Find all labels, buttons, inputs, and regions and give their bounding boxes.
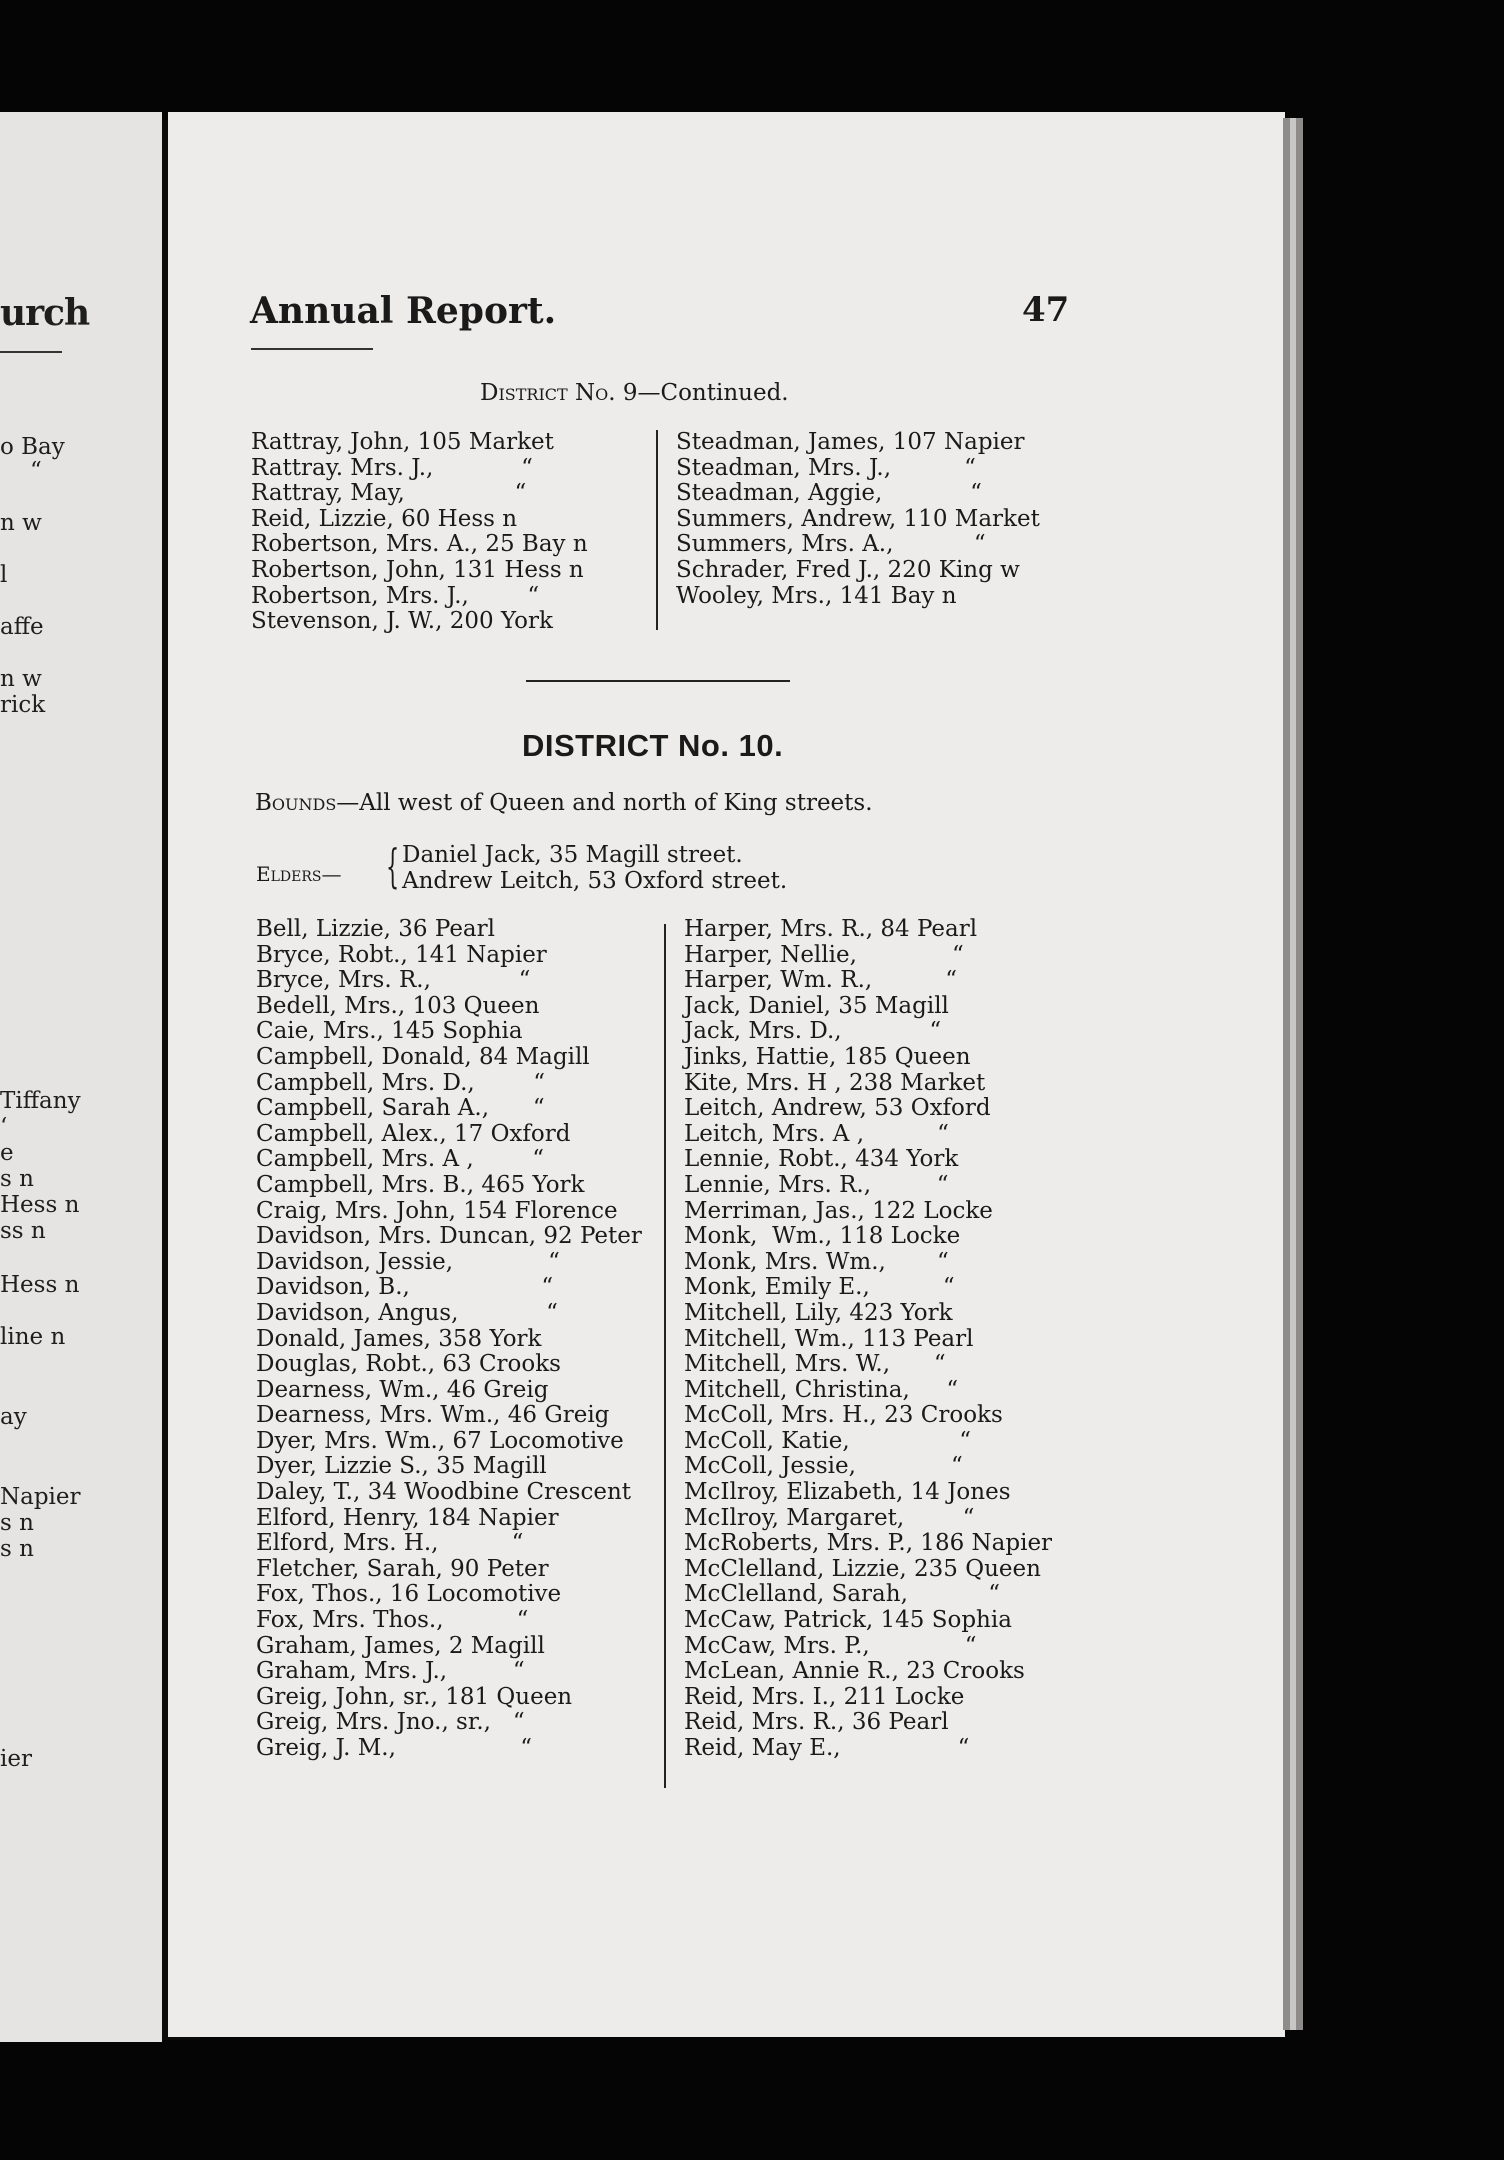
member-entry: McRoberts, Mrs. P., 186 Napier: [684, 1530, 1053, 1557]
page-number: 47: [1022, 290, 1070, 330]
district-10-right-column: [684, 917, 1052, 1762]
left-fragment: s n: [0, 1166, 34, 1192]
left-fragment: e: [0, 1140, 14, 1166]
member-entry: Rattray. Mrs. J., “: [251, 454, 533, 481]
member-entry: Graham, Mrs. J., “: [256, 1658, 525, 1685]
member-entry: Steadman, James, 107 Napier: [676, 429, 1025, 455]
member-entry: Reid, May E., “: [684, 1735, 970, 1761]
district-9-heading-rest: 9—Continued.: [615, 380, 789, 406]
member-entry: Reid, Lizzie, 60 Hess n: [251, 505, 518, 532]
member-entry: Dyer, Lizzie S., 35 Magill: [256, 1453, 547, 1480]
member-entry: Davidson, B., “: [256, 1274, 554, 1301]
member-entry: Fox, Mrs. Thos., “: [256, 1607, 529, 1634]
member-entry: Graham, James, 2 Magill: [256, 1632, 545, 1659]
left-fragment: ss n: [0, 1218, 46, 1244]
district-9-heading: [480, 380, 789, 406]
left-fragment: Napier: [0, 1484, 81, 1510]
member-entry: Fletcher, Sarah, 90 Peter: [256, 1555, 549, 1582]
member-entry: Campbell, Mrs. D., “: [256, 1069, 545, 1096]
member-entry: Steadman, Mrs. J., “: [676, 454, 976, 481]
member-entry: Davidson, Jessie, “: [256, 1248, 560, 1275]
member-entry: Kite, Mrs. H , 238 Market: [684, 1069, 986, 1096]
left-fragment: n w: [0, 666, 42, 692]
member-entry: Lennie, Mrs. R., “: [684, 1171, 949, 1198]
member-entry: Summers, Mrs. A., “: [676, 531, 986, 558]
member-entry: Mitchell, Mrs. W., “: [684, 1351, 946, 1378]
member-entry: Mitchell, Wm., 113 Pearl: [684, 1325, 974, 1352]
header-rule: [251, 348, 373, 350]
page-edge-highlight: [1290, 118, 1296, 2030]
member-entry: Dearness, Wm., 46 Greig: [256, 1376, 549, 1403]
member-entry: Monk, Emily E., “: [684, 1274, 955, 1301]
left-fragment: ier: [0, 1746, 32, 1772]
member-entry: Steadman, Aggie, “: [676, 480, 982, 507]
member-entry: McIlroy, Elizabeth, 14 Jones: [684, 1479, 1011, 1506]
member-entry: Davidson, Mrs. Duncan, 92 Peter: [256, 1223, 642, 1250]
member-entry: Donald, James, 358 York: [256, 1325, 542, 1352]
member-entry: Caie, Mrs., 145 Sophia: [256, 1018, 523, 1045]
elder-entry: Daniel Jack, 35 Magill street.: [402, 842, 743, 868]
member-entry: Fox, Thos., 16 Locomotive: [256, 1581, 562, 1608]
member-entry: Elford, Henry, 184 Napier: [256, 1504, 559, 1531]
left-fragment: rick: [0, 692, 46, 718]
member-entry: McLean, Annie R., 23 Crooks: [684, 1658, 1025, 1685]
left-fragment: affe: [0, 614, 44, 640]
district-10-bounds: [255, 790, 873, 816]
member-entry: Stevenson, J. W., 200 York: [251, 608, 553, 635]
left-header-fragment: urch: [0, 292, 90, 334]
district-9-right-column: [676, 430, 1040, 609]
member-entry: McClelland, Lizzie, 235 Queen: [684, 1555, 1041, 1582]
member-entry: Campbell, Mrs. A , “: [256, 1146, 544, 1173]
member-entry: Mitchell, Christina, “: [684, 1376, 959, 1403]
left-fragment: s n: [0, 1510, 34, 1536]
member-entry: Robertson, Mrs. A., 25 Bay n: [251, 531, 588, 558]
member-entry: McIlroy, Margaret, “: [684, 1504, 975, 1531]
member-entry: Bryce, Mrs. R., “: [256, 967, 531, 994]
left-fragment: n w: [0, 510, 42, 536]
member-entry: Elford, Mrs. H., “: [256, 1530, 524, 1557]
district-9-left-column: [251, 430, 588, 635]
member-entry: Daley, T., 34 Woodbine Crescent: [256, 1479, 632, 1506]
elder-entry: Andrew Leitch, 53 Oxford street.: [402, 868, 788, 894]
member-entry: Robertson, Mrs. J., “: [251, 582, 540, 609]
left-fragment: Tiffany: [0, 1088, 81, 1114]
member-entry: Campbell, Sarah A., “: [256, 1095, 545, 1122]
member-entry: Bedell, Mrs., 103 Queen: [256, 992, 540, 1019]
member-entry: Campbell, Mrs. B., 465 York: [256, 1171, 585, 1198]
member-entry: Robertson, John, 131 Hess n: [251, 556, 584, 583]
member-entry: McColl, Mrs. H., 23 Crooks: [684, 1402, 1003, 1429]
member-entry: Greig, J. M., “: [256, 1735, 532, 1761]
member-entry: Jack, Daniel, 35 Magill: [684, 992, 949, 1019]
left-fragment: Hess n: [0, 1272, 80, 1298]
member-entry: Wooley, Mrs., 141 Bay n: [676, 582, 957, 609]
member-entry: Harper, Wm. R., “: [684, 967, 958, 994]
bounds-text: —All west of Queen and north of King streets.: [336, 790, 873, 816]
member-entry: Summers, Andrew, 110 Market: [676, 505, 1040, 532]
column-divider: [656, 430, 658, 630]
member-entry: McClelland, Sarah, “: [684, 1581, 1001, 1608]
member-entry: McCaw, Patrick, 145 Sophia: [684, 1607, 1012, 1634]
member-entry: Dyer, Mrs. Wm., 67 Locomotive: [256, 1427, 624, 1454]
member-entry: Schrader, Fred J., 220 King w: [676, 556, 1020, 583]
left-fragment: o Bay: [0, 434, 65, 460]
column-divider: [664, 924, 666, 1788]
left-page-fragment: [0, 112, 162, 2042]
member-entry: Bryce, Robt., 141 Napier: [256, 941, 547, 968]
left-fragment: ‘: [0, 1114, 8, 1140]
left-fragment: ay: [0, 1404, 27, 1430]
left-fragment: “: [30, 458, 42, 484]
member-entry: Rattray, May, “: [251, 480, 527, 507]
district-9-heading-label: District No.: [480, 380, 616, 406]
member-entry: McCaw, Mrs. P., “: [684, 1632, 977, 1659]
elders-brace: {: [386, 839, 400, 893]
bounds-label: Bounds: [255, 790, 337, 816]
member-entry: Dearness, Mrs. Wm., 46 Greig: [256, 1402, 610, 1429]
district-10-heading: DISTRICT No. 10.: [522, 728, 784, 763]
elders-label: Elders—: [256, 862, 342, 886]
member-entry: Leitch, Mrs. A , “: [684, 1120, 949, 1147]
member-entry: Bell, Lizzie, 36 Pearl: [256, 916, 495, 942]
member-entry: Jinks, Hattie, 185 Queen: [684, 1043, 971, 1070]
left-fragment: line n: [0, 1324, 66, 1350]
member-entry: Reid, Mrs. I., 211 Locke: [684, 1683, 965, 1710]
left-header-rule: [0, 351, 62, 353]
member-entry: Greig, Mrs. Jno., sr., “: [256, 1709, 525, 1736]
member-entry: Davidson, Angus, “: [256, 1299, 558, 1326]
member-entry: Campbell, Donald, 84 Magill: [256, 1043, 590, 1070]
member-entry: Rattray, John, 105 Market: [251, 429, 554, 455]
member-entry: Mitchell, Lily, 423 York: [684, 1299, 953, 1326]
running-header-title: Annual Report.: [250, 290, 557, 332]
member-entry: Greig, John, sr., 181 Queen: [256, 1683, 573, 1710]
member-entry: Lennie, Robt., 434 York: [684, 1146, 959, 1173]
member-entry: Reid, Mrs. R., 36 Pearl: [684, 1709, 949, 1736]
member-entry: Monk, Wm., 118 Locke: [684, 1223, 961, 1250]
left-fragment: Hess n: [0, 1192, 80, 1218]
left-fragment: s n: [0, 1536, 34, 1562]
member-entry: McColl, Jessie, “: [684, 1453, 963, 1480]
member-entry: Harper, Nellie, “: [684, 941, 964, 968]
member-entry: Campbell, Alex., 17 Oxford: [256, 1120, 571, 1147]
member-entry: Douglas, Robt., 63 Crooks: [256, 1351, 561, 1378]
member-entry: Merriman, Jas., 122 Locke: [684, 1197, 993, 1224]
left-fragment: l: [0, 562, 8, 588]
member-entry: Leitch, Andrew, 53 Oxford: [684, 1095, 991, 1122]
district-10-left-column: [256, 917, 642, 1762]
member-entry: Jack, Mrs. D., “: [684, 1018, 942, 1045]
section-divider: [526, 680, 790, 682]
member-entry: Harper, Mrs. R., 84 Pearl: [684, 916, 978, 942]
member-entry: McColl, Katie, “: [684, 1427, 972, 1454]
elders-list: [402, 842, 787, 894]
member-entry: Craig, Mrs. John, 154 Florence: [256, 1197, 618, 1224]
member-entry: Monk, Mrs. Wm., “: [684, 1248, 949, 1275]
